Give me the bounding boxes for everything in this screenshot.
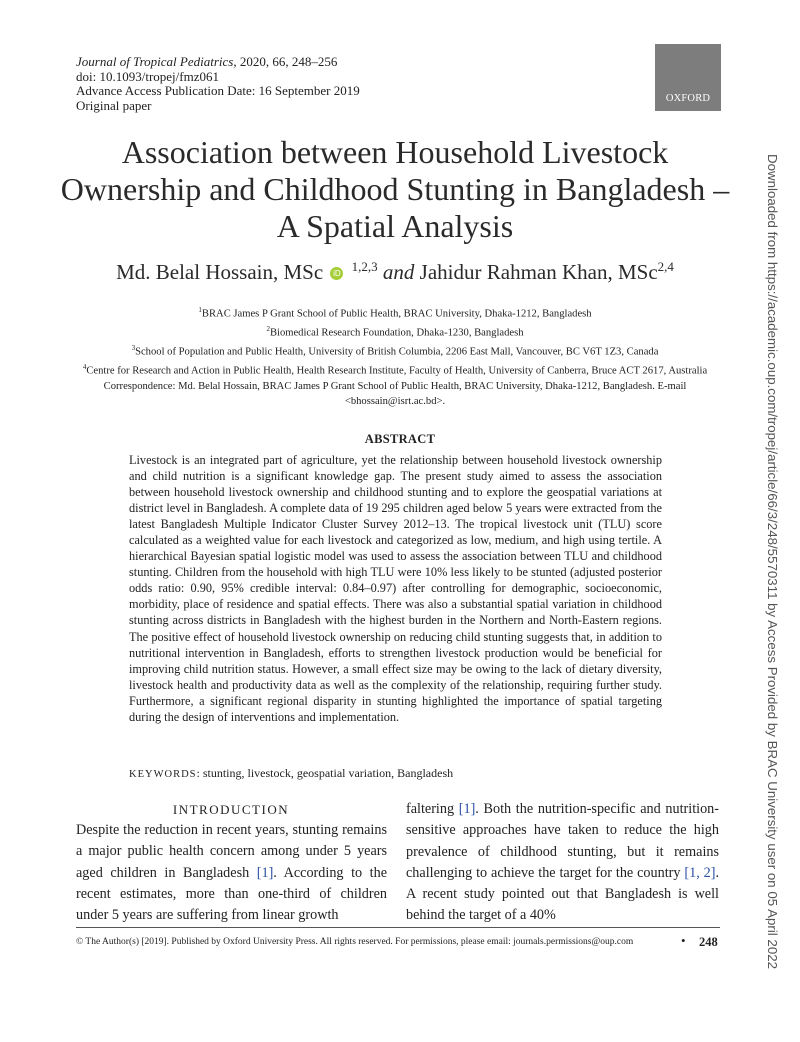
affiliations (78, 303, 712, 410)
affiliation-1: $^1$BRAC James P Grant School of Public Health, BRAC University, Dhaka-1212, Bangladesh (198, 306, 592, 320)
author-1-affiliations: 1,2,3 (351, 259, 378, 274)
footer-divider (76, 927, 720, 928)
intro-column-1: Despite the reduction in recent years, stunting remains a major public health concern among under 5 years aged children in Bangladesh [1]. According to the recent estimates, more than one-third of children under 5 years are suffering from linear growth (76, 822, 387, 924)
journal-citation: Journal of Tropical Pediatrics, 2020, 66, 248–256 (76, 54, 338, 69)
citation-link[interactable]: [1, 2] (684, 864, 716, 881)
author-1: Md. Belal Hossain, MSc (116, 260, 324, 284)
affiliation-3: $^3$School of Population and Public Health, University of British Columbia, 2206 East Mall, Vancouver, BC V6T 1Z3, Canada (131, 343, 659, 358)
orcid-icon[interactable]: iD (330, 267, 343, 280)
keywords-list: : stunting, livestock, geospatial variation, Bangladesh (196, 766, 454, 780)
keywords-label: KEYWORDS (129, 769, 197, 780)
oxford-logo: OXFORD (655, 44, 721, 111)
abstract-text: Livestock is an integrated part of agriculture, yet the relationship between household livestock ownership and child nutrition is a significant knowledge gap. The present study aimed to assess the association between household livestock ownership and childhood stunting and to explore the geospatial variations at district level in Bangladesh. A complete data of 19 295 children aged below 5 years were extracted from the latest Bangladesh Multiple Indicator Cluster Survey 2012–13. The tropical livestock unit (TLU) score calculated as a weighted value for each livestock and categorized as low, medium, and high using tertile. A hierarchical Bayesian spatial logistic model was used to assess the association between TLU and childhood stunting. Children from the household with high TLU were 10% less likely to be stunted (adjusted posterior odds ratio: 0.90, 95% credible interval: 0.84–0.97) after controlling for demographic, socioeconomic, morbidity, place of residence and spatial effects. There was also a substantial spatial variation in childhood stunting across districts in Bangladesh with the highest burden in the Northern and North-Eastern regions. The positive effect of household livestock ownership on reducing child stunting suggests that, in addition to nutritional intervention in Bangladesh, efforts to strengthen livestock production would be beneficial for improving child nutrition status. However, a small effect size may be owing to the lack of dietary diversity, livestock health and productivity data as well as the complexity of the relationship, requiring further study. Furthermore, a significant regional disparity in stunting highlighted the importance of spatial targeting during the design of interventions and implementation. (129, 453, 662, 724)
journal-header (76, 55, 360, 113)
author-line (70, 254, 720, 285)
advance-access-date: Advance Access Publication Date: 16 September 2019 (76, 83, 360, 98)
affiliation-4: $^4$Centre for Research and Action in Public Health, Health Research Institute, Faculty of Health, University of Canberra, Bruce ACT 2617, Australia (82, 362, 708, 377)
citation-link[interactable]: [1] (256, 864, 274, 881)
article-title: Association between Household Livestock Ownership and Childhood Stunting in Bangladesh – A Spatial Analysis (60, 134, 730, 244)
author-conjunction: and (382, 260, 415, 284)
author-2-affiliations: 2,4 (657, 259, 674, 274)
doi[interactable]: doi: 10.1093/tropej/fmz061 (76, 68, 219, 84)
author-2: Jahidur Rahman Khan, MSc (419, 260, 658, 284)
page-number: 248 (699, 935, 718, 949)
download-note-text: Downloaded from https://academic.oup.com/tropej/article/66/3/248/5570311 by Access Provided by BRAC University user on 05 April 2022 (765, 154, 780, 969)
citation-link[interactable]: [1] (458, 801, 476, 817)
download-watermark (762, 154, 784, 969)
keywords (129, 766, 453, 781)
introduction-heading: INTRODUCTION (172, 802, 290, 817)
affiliation-2: $^2$Biomedical Research Foundation, Dhaka-1230, Bangladesh (266, 324, 524, 339)
article-type: Original paper (76, 97, 152, 113)
abstract-heading: ABSTRACT (364, 432, 436, 446)
footer-bullet: • (681, 933, 686, 948)
correspondence: Correspondence: Md. Belal Hossain, BRAC James P Grant School of Public Health, BRAC University, Dhaka-1212, Bangladesh. E-mail <bhossain@isrt.ac.bd>. (103, 380, 687, 408)
intro-column-2: faltering [1]. Both the nutrition-specific and nutrition-sensitive approaches have taken to reduce the high prevalence of childhood stunting, but it remains challenging to achieve the target for the country [1, 2]. A recent study pointed out that Bangladesh is well behind the target of a 40% (406, 801, 720, 924)
copyright-notice: © The Author(s) [2019]. Published by Oxford University Press. All rights reserved. For permissions, please email: journals.permissions@oup.com (76, 937, 634, 947)
journal-name: Journal of Tropical Pediatrics (76, 54, 234, 69)
